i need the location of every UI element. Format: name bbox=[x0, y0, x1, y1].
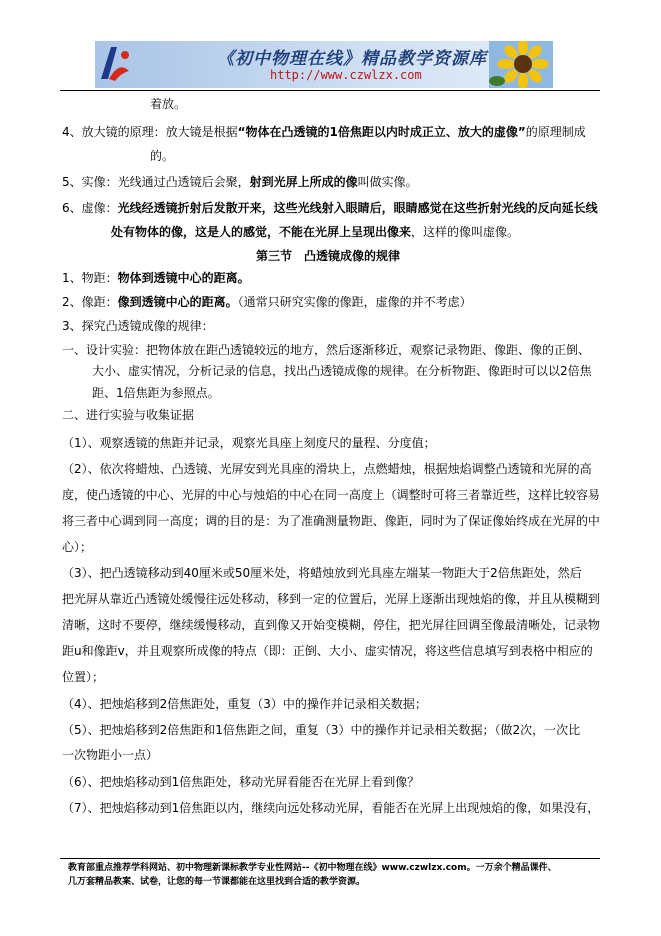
text-line: 6、虚像：光线经透镜折射后发散开来，这些光线射入眼睛后，眼睛感觉在这些折射光线的反向延长线 bbox=[62, 201, 598, 215]
text-line: （6）、把烛焰移动到1倍焦距处，移动光屏看能否在光屏上看到像？ bbox=[62, 775, 420, 789]
text-line: 度，使凸透镜的中心、光屏的中心与烛焰的中心在同一高度上（调整时可将三者靠近些，这样比较容易 bbox=[62, 488, 600, 502]
site-logo-icon bbox=[95, 41, 135, 88]
text-line: 一次物距小一点） bbox=[62, 748, 159, 762]
footer-text: 教育部重点推荐学科网站、初中物理新课标教学专业性网站--《初中物理在线》www.czwlzx.com。一万余个精品课件、 bbox=[68, 863, 557, 873]
text-line: 距、1倍焦距为参照点。 bbox=[92, 386, 220, 400]
text-line: 二、进行实验与收集证据 bbox=[62, 408, 195, 422]
text-line: 着放。 bbox=[150, 97, 187, 111]
text-line: 1、物距：物体到透镜中心的距离。 bbox=[62, 271, 250, 285]
text-line: 处有物体的像，这是人的感觉，不能在光屏上呈现出像来，这样的像叫虚像。 bbox=[111, 225, 520, 239]
text-line: （1）、观察透镜的焦距并记录，观察光具座上刻度尺的量程、分度值； bbox=[62, 436, 436, 450]
text-line: 把光屏从靠近凸透镜处缓慢往远处移动，移到一定的位置后，光屏上逐渐出现烛焰的像，并且从模糊到 bbox=[62, 592, 600, 606]
section-title: 第三节 凸透镜成像的规律 bbox=[256, 249, 401, 263]
text-line: 距u和像距v，并且观察所成像的特点（即：正倒、大小、虚实情况，将这些信息填写到表格中相应的 bbox=[62, 644, 593, 658]
text-line: 的。 bbox=[150, 149, 175, 163]
banner-url: http://www.czwlzx.com bbox=[270, 68, 422, 82]
header-divider bbox=[60, 90, 600, 91]
sunflower-icon bbox=[489, 41, 553, 88]
text-line: 将三者中心调到同一高度；调的目的是：为了准确测量物距、像距，同时为了保证像始终成在光屏的中 bbox=[62, 514, 600, 528]
footer-text: 几万套精品教案、试卷，让您的每一节课都能在这里找到合适的教学资源。 bbox=[68, 877, 366, 887]
text-line: 大小、虚实情况，分析记录的信息，找出凸透镜成像的规律。在分析物距、像距时可以以2倍焦 bbox=[92, 364, 592, 378]
text-line: （4）、把烛焰移到2倍焦距处，重复（3）中的操作并记录相关数据； bbox=[62, 697, 427, 711]
text-line: （2）、依次将蜡烛、凸透镜、光屏安到光具座的滑块上，点燃蜡烛，根据烛焰调整凸透镜和光屏的高 bbox=[62, 462, 592, 476]
text-line: 4、放大镜的原理：放大镜是根据“物体在凸透镜的1倍焦距以内时成正立、放大的虚像”的原理制成 bbox=[62, 125, 586, 139]
text-line: 位置）； bbox=[62, 670, 105, 684]
text-line: （7）、把烛焰移动到1倍焦距以内，继续向远处移动光屏，看能否在光屏上出现烛焰的像，如果没有， bbox=[62, 801, 600, 815]
text-line: （3）、把凸透镜移动到40厘米或50厘米处，将蜡烛放到光具座左端某一物距大于2倍焦距处，然后 bbox=[62, 566, 582, 580]
text-line: 清晰，这时不要停，继续缓慢移动，直到像又开始变模糊，停住，把光屏往回调至像最清晰处，记录物 bbox=[62, 618, 600, 632]
text-line: 心）； bbox=[62, 540, 93, 554]
text-line: 3、探究凸透镜成像的规律： bbox=[62, 319, 214, 333]
text-line: 一、设计实验：把物体放在距凸透镜较远的地方，然后逐渐移近，观察记录物距、像距、像的正倒、 bbox=[62, 343, 591, 357]
footer-divider bbox=[60, 858, 600, 859]
text-line: 2、像距：像到透镜中心的距离。（通常只研究实像的像距，虚像的并不考虑） bbox=[62, 295, 472, 309]
banner-title: 《初中物理在线》精品教学资源库 bbox=[217, 49, 487, 69]
header-banner bbox=[95, 41, 553, 88]
text-line: 5、实像：光线通过凸透镜后会聚，射到光屏上所成的像叫做实像。 bbox=[62, 175, 418, 189]
text-line: （5）、把烛焰移到2倍焦距和1倍焦距之间，重复（3）中的操作并记录相关数据；（做2次，一次比 bbox=[62, 723, 581, 737]
